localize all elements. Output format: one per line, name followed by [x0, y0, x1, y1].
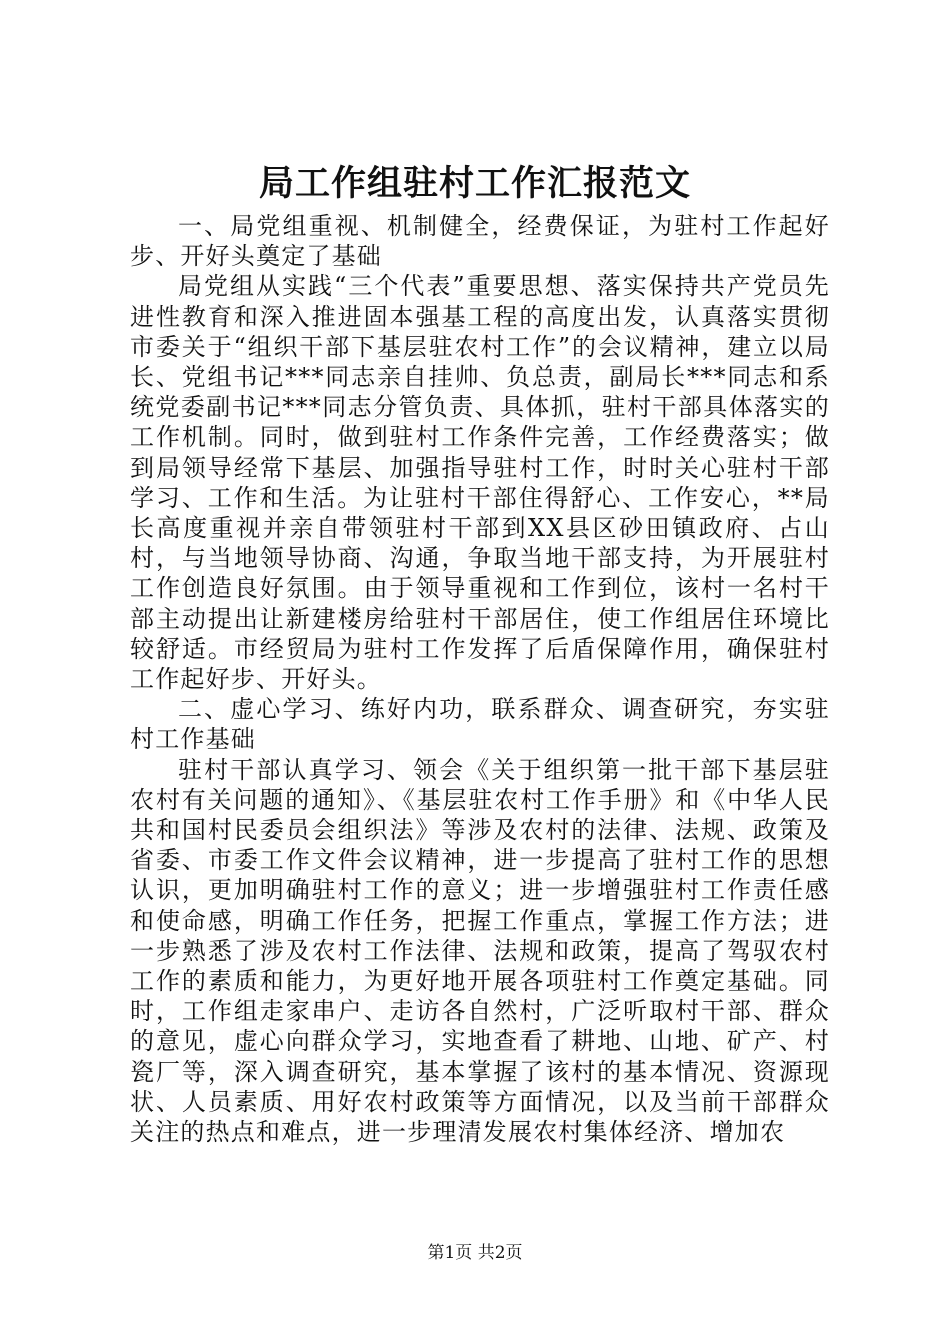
page-footer: 第1页 共2页	[427, 1243, 523, 1263]
body-paragraph-2: 驻村干部认真学习、领会《关于组织第一批干部下基层驻农村有关问题的通知》、《基层驻农村工作手册》和《中华人民共和国村民委员会组织法》等涉及农村的法律、法规、政策及省委、市委工作文件会议精神，进一步提高了驻村工作的思想认识，更加明确驻村工作的意义；进一步增强驻村工作责任感和使命感，明确工作任务，把握工作重点，掌握工作方法；进一步熟悉了涉及农村工作法律、法规和政策，提高了驾驭农村工作的素质和能力，为更好地开展各项驻村工作奠定基础。同时，工作组走家串户、走访各自然村，广泛听取村干部、群众的意见，虚心向群众学习，实地查看了耕地、山地、矿产、村瓷厂等，深入调查研究，基本掌握了该村的基本情况、资源现状、人员素质、用好农村政策等方面情况，以及当前干部群众关注的热点和难点，进一步理清发展农村集体经济、增加农	[130, 755, 830, 1147]
section-heading-2: 二、虚心学习、练好内功，联系群众、调查研究，夯实驻村工作基础	[130, 695, 830, 754]
document-title: 局工作组驻村工作汇报范文	[258, 163, 691, 204]
body-paragraph-1: 局党组从实践“三个代表”重要思想、落实保持共产党员先进性教育和深入推进固本强基工程的高度出发，认真落实贯彻市委关于“组织干部下基层驻农村工作”的会议精神，建立以局长、党组书记***同志亲自挂帅、负总责，副局长***同志和系统党委副书记***同志分管负责、具体抓，驻村干部具体落实的工作机制。同时，做到驻村工作条件完善，工作经费落实；做到局领导经常下基层、加强指导驻村工作，时时关心驻村干部学习、工作和生活。为让驻村干部住得舒心、工作安心，**局长高度重视并亲自带领驻村干部到XX县区砂田镇政府、占山村，与当地领导协商、沟通，争取当地干部支持，为开展驻村工作创造良好氛围。由于领导重视和工作到位，该村一名村干部主动提出让新建楼房给驻村干部居住，使工作组居住环境比较舒适。市经贸局为驻村工作发挥了后盾保障作用，确保驻村工作起好步、开好头。	[130, 272, 830, 694]
section-heading-1: 一、局党组重视、机制健全，经费保证，为驻村工作起好步、开好头奠定了基础	[130, 212, 830, 271]
document-body	[130, 211, 830, 1147]
